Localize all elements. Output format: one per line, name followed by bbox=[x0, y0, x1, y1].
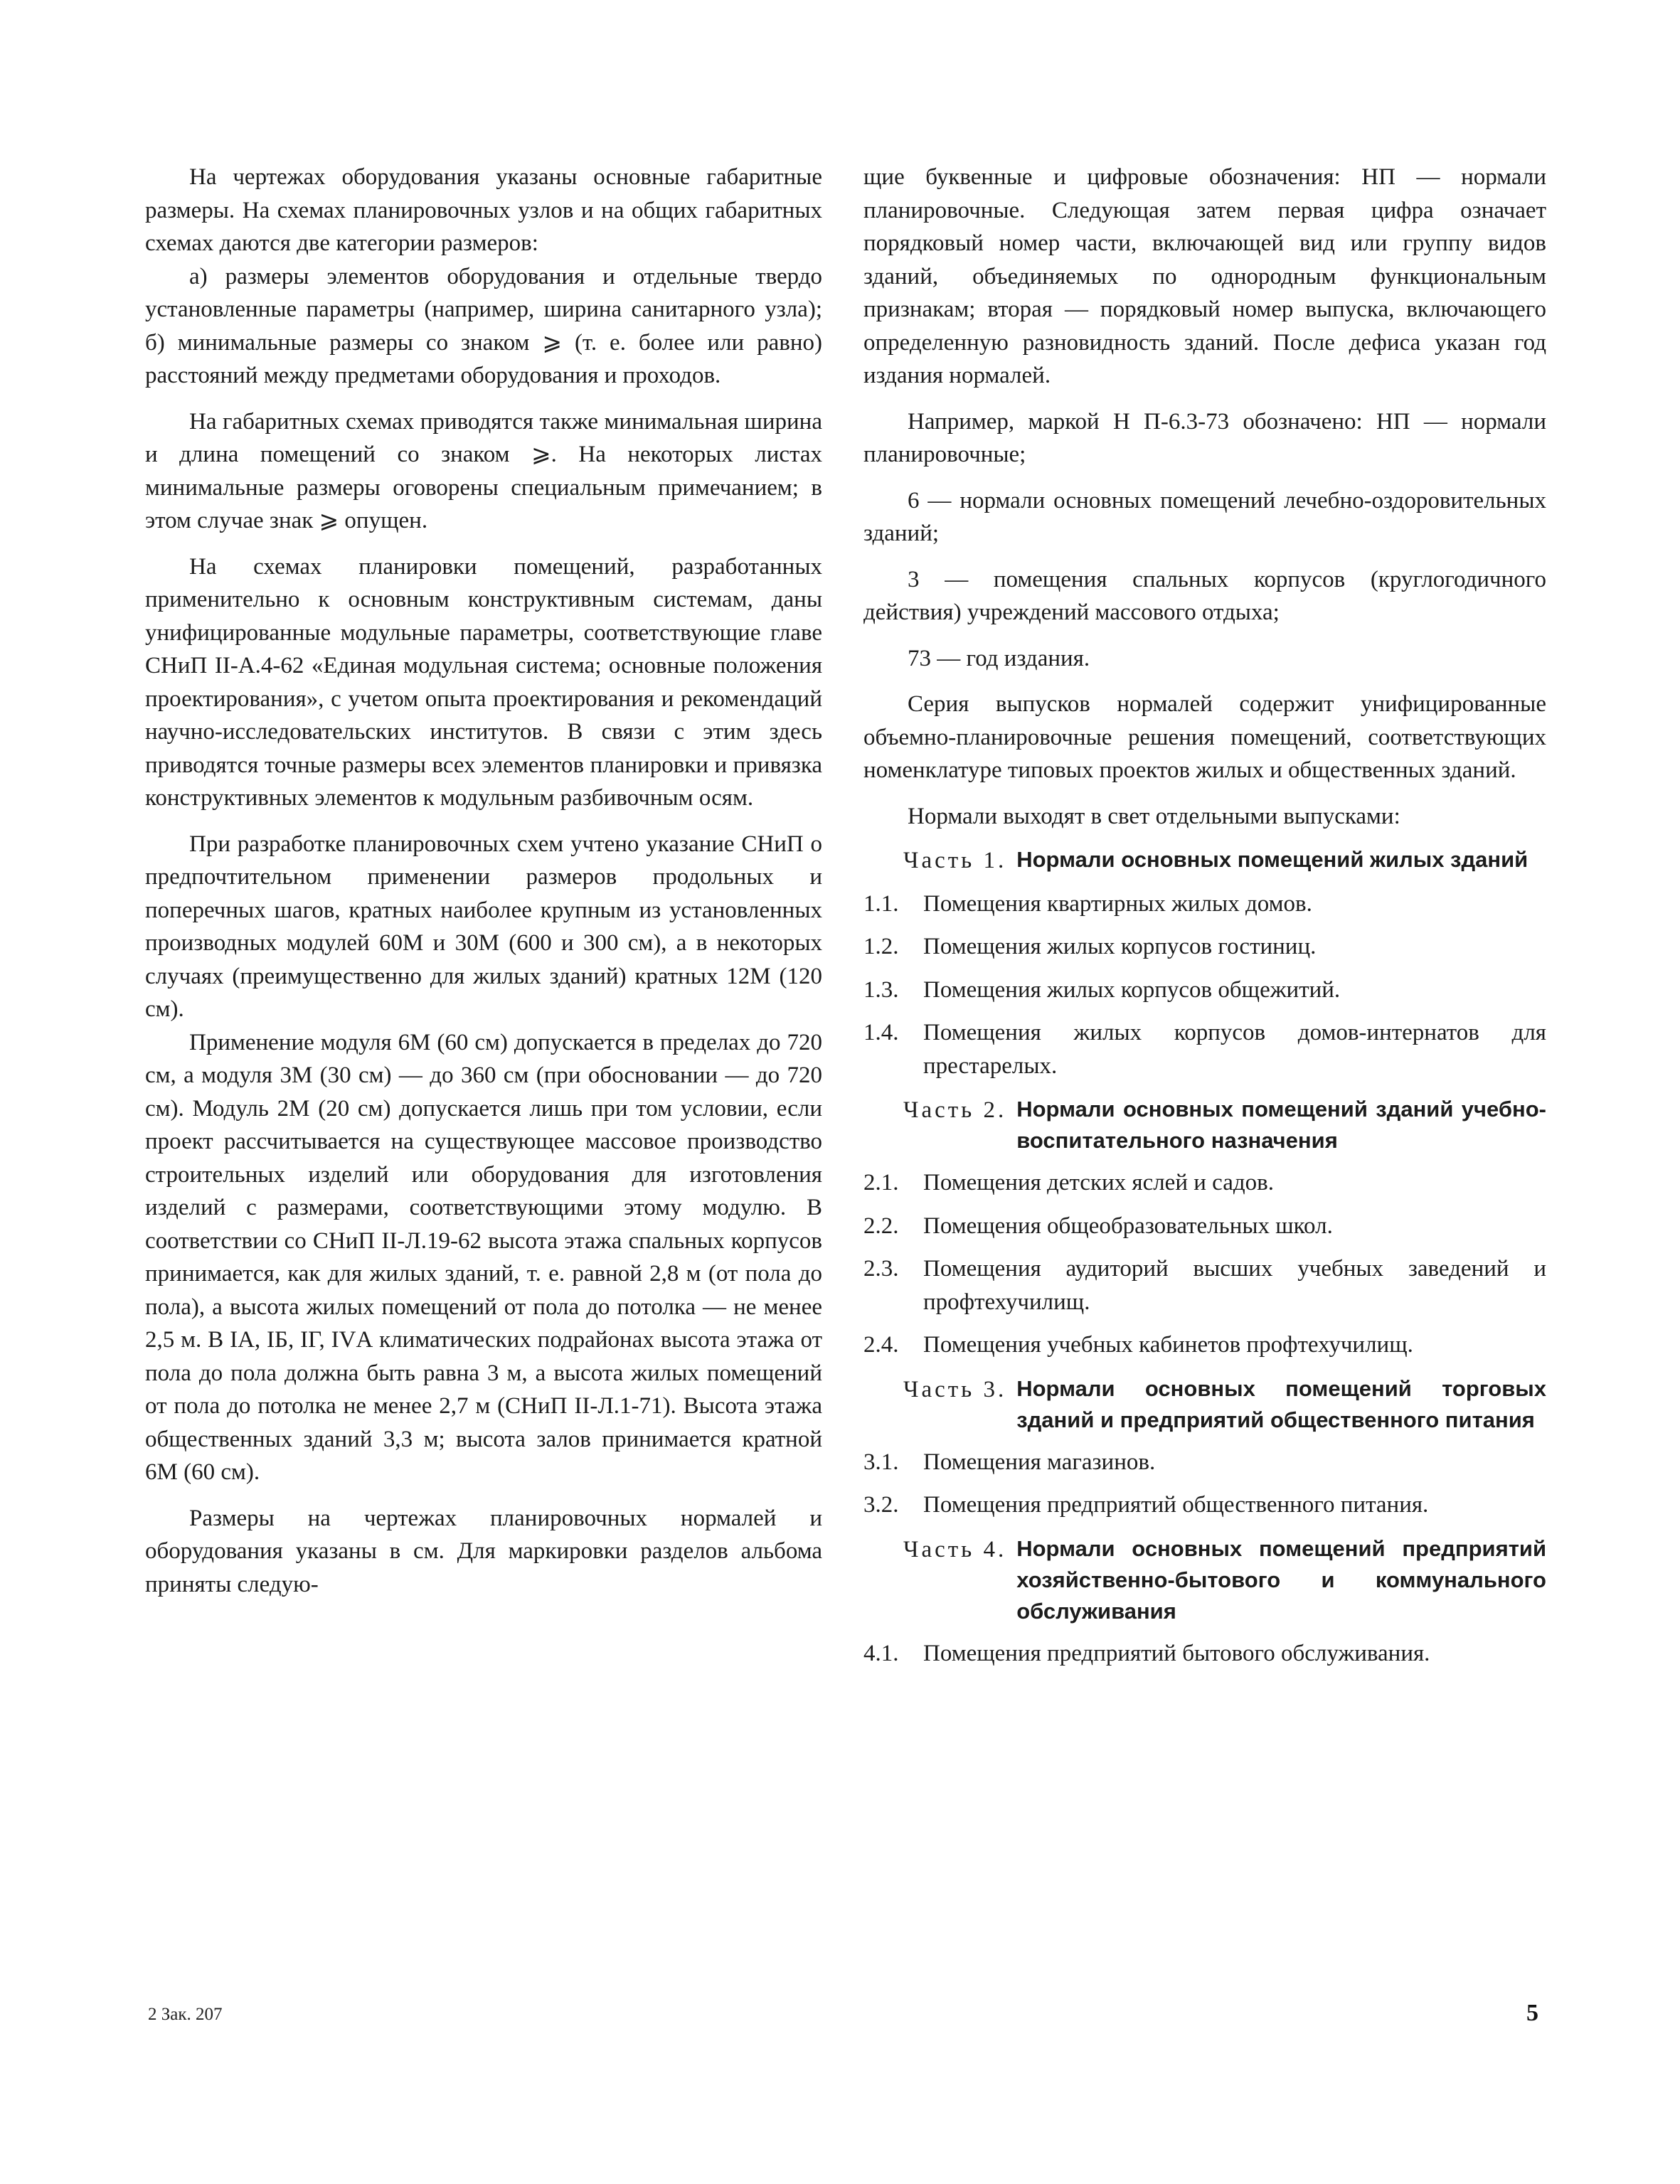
part-title: Нормали основных помещений жилых зданий bbox=[1016, 847, 1529, 872]
example-line-6: 6 — нормали основных помещений лечебно-оздоровительных зданий; bbox=[863, 487, 1546, 546]
part-heading bbox=[863, 1373, 1546, 1436]
list-item bbox=[863, 888, 1546, 921]
example-line-3: 3 — помещения спальных корпусов (круглогодичного действия) учреждений массового отдыха; bbox=[863, 566, 1546, 625]
item-text: Помещения магазинов. bbox=[923, 1449, 1156, 1475]
item-number: 2.4. bbox=[863, 1332, 899, 1358]
item-text: Помещения детских яслей и садов. bbox=[923, 1170, 1274, 1195]
part-section-3 bbox=[863, 1373, 1546, 1522]
item-text: Помещения общеобразовательных школ. bbox=[923, 1213, 1333, 1239]
list-item bbox=[863, 1166, 1546, 1200]
paragraph-dimensions-intro: На чертежах оборудования указаны основные габаритные размеры. На схемах планировочных узлов и на общих габаритных схемах даются две категории размеров: bbox=[145, 164, 822, 256]
item-text: Помещения учебных кабинетов профтехучилищ. bbox=[923, 1332, 1413, 1358]
part-section-2 bbox=[863, 1094, 1546, 1362]
part-heading bbox=[863, 844, 1546, 878]
paragraph-step-sizes: При разработке планировочных схем учтено указание СНиП о предпочтительном применении размеров продольных и поперечных шагов, кратных наиболее крупным из установленных производных модулей 60М и 30М (600 и 300 см), а в некоторых случаях (преимущественно для жилых зданий) кратных 12М (120 см). bbox=[145, 831, 822, 1022]
part-title: Нормали основных помещений торговых зданий и предприятий общественного питания bbox=[1016, 1375, 1546, 1432]
paragraph-series: Серия выпусков нормалей содержит унифицированные объемно-планировочные решения помещений, соответствующих номенклатуре типовых проектов жилых и общественных зданий. bbox=[863, 691, 1546, 783]
example-line-marking: Например, маркой Н П-6.3-73 обозначено: НП — нормали планировочные; bbox=[863, 408, 1546, 467]
paragraph-issues: Нормали выходят в свет отдельными выпусками: bbox=[908, 803, 1400, 829]
list-item bbox=[863, 1252, 1546, 1319]
item-number: 1.3. bbox=[863, 976, 899, 1003]
item-number: 2.2. bbox=[863, 1213, 899, 1239]
printing-order-note: 2 Зак. 207 bbox=[148, 2005, 223, 2024]
part-label: Часть 1. bbox=[903, 848, 1007, 873]
item-number: 2.3. bbox=[863, 1256, 899, 1282]
paragraph-overall-schemes: На габаритных схемах приводятся также минимальная ширина и длина помещений со знаком ⩾. На некоторых листах минимальные размеры оговорены специальным примечанием; в этом случае знак ⩾ опущен. bbox=[145, 408, 822, 533]
list-item bbox=[863, 1210, 1546, 1243]
part-heading bbox=[863, 1094, 1546, 1156]
page-number: 5 bbox=[1526, 2000, 1538, 2026]
part-title: Нормали основных помещений зданий учебно-воспитательного назначения bbox=[1016, 1097, 1546, 1153]
part-section-1 bbox=[863, 844, 1546, 1082]
part-title: Нормали основных помещений предприятий хозяйственно-бытового и коммунального обслуживания bbox=[1016, 1535, 1546, 1624]
item-number: 1.1. bbox=[863, 890, 899, 917]
paragraph-designations: щие буквенные и цифровые обозначения: НП — нормали планировочные. Следующая затем первая цифра означает порядковый номер части, включающей вид или группу видов зданий, объединяемых по однородным функциональным признакам; вторая — порядковый номер выпуска, включающего определенную разновидность зданий. После дефиса указан год издания нормалей. bbox=[863, 164, 1546, 388]
list-item bbox=[863, 974, 1546, 1007]
left-column bbox=[145, 161, 822, 1601]
item-number: 2.1. bbox=[863, 1170, 899, 1195]
part-label: Часть 2. bbox=[903, 1097, 1007, 1123]
part-heading bbox=[863, 1533, 1546, 1627]
item-number: 1.2. bbox=[863, 934, 899, 959]
list-item bbox=[863, 1328, 1546, 1362]
item-text: Помещения аудиторий высших учебных заведений и профтехучилищ. bbox=[923, 1256, 1546, 1315]
item-number: 3.2. bbox=[863, 1492, 899, 1518]
list-item bbox=[863, 930, 1546, 964]
item-text: Помещения квартирных жилых домов. bbox=[923, 890, 1312, 917]
example-line-73: 73 — год издания. bbox=[908, 645, 1090, 671]
item-text: Помещения жилых корпусов гостиниц. bbox=[923, 934, 1317, 959]
item-text: Помещения жилых корпусов общежитий. bbox=[923, 976, 1341, 1003]
item-number: 3.1. bbox=[863, 1449, 899, 1475]
item-number: 4.1. bbox=[863, 1640, 899, 1666]
list-item bbox=[863, 1488, 1546, 1522]
item-text: Помещения жилых корпусов домов-интернатов для престарелых. bbox=[923, 1020, 1546, 1079]
paragraph-modular-parameters: На схемах планировки помещений, разработанных применительно к основным конструктивным системам, даны унифицированные модульные параметры, соответствующие главе СНиП II-А.4-62 «Единая модульная система; основные положения проектирования», с учетом опыта проектирования и рекомендаций научно-исследовательских институтов. В связи с этим здесь приводятся точные размеры всех элементов планировки и привязка конструктивных элементов к модульным разбивочным осям. bbox=[145, 553, 822, 811]
list-item bbox=[863, 1446, 1546, 1479]
part-label: Часть 3. bbox=[903, 1376, 1007, 1402]
right-column bbox=[863, 161, 1546, 1670]
list-item bbox=[863, 1016, 1546, 1082]
paragraph-drawing-units: Размеры на чертежах планировочных нормалей и оборудования указаны в см. Для маркировки разделов альбома приняты следую- bbox=[145, 1505, 822, 1597]
item-text: Помещения предприятий общественного питания. bbox=[923, 1492, 1429, 1518]
item-number: 1.4. bbox=[863, 1020, 899, 1045]
part-label: Часть 4. bbox=[903, 1536, 1007, 1562]
part-section-4 bbox=[863, 1533, 1546, 1671]
paragraph-dimension-categories: а) размеры элементов оборудования и отдельные твердо установленные параметры (например, ширина санитарного узла); б) минимальные размеры со знаком ⩾ (т. е. более или равно) расстояний между предметами оборудования и проходов. bbox=[145, 263, 822, 388]
paragraph-module-usage: Применение модуля 6М (60 см) допускается в пределах до 720 см, а модуля 3М (30 см) — до 360 см (при обосновании — до 720 см). Модуль 2М (20 см) допускается лишь при том условии, если проект рассчитывается на существующее массовое производство строительных изделий или оборудования для изготовления изделий с размерами, соответствующими этому модулю. В соответствии со СНиП II-Л.19-62 высота этажа спальных корпусов принимается, как для жилых зданий, т. е. равной 2,8 м (от пола до пола), а высота жилых помещений от пола до потолка — не менее 2,5 м. В IА, IБ, IГ, IVА климатических подрайонах высота этажа от пола до пола должна быть равна 3 м, а высота жилых помещений от пола до потолка не менее 2,7 м (СНиП II-Л.1-71). Высота этажа общественных зданий 3,3 м; высота залов принимается кратной 6М (60 см). bbox=[145, 1029, 822, 1485]
item-text: Помещения предприятий бытового обслуживания. bbox=[923, 1640, 1430, 1666]
list-item bbox=[863, 1637, 1546, 1671]
